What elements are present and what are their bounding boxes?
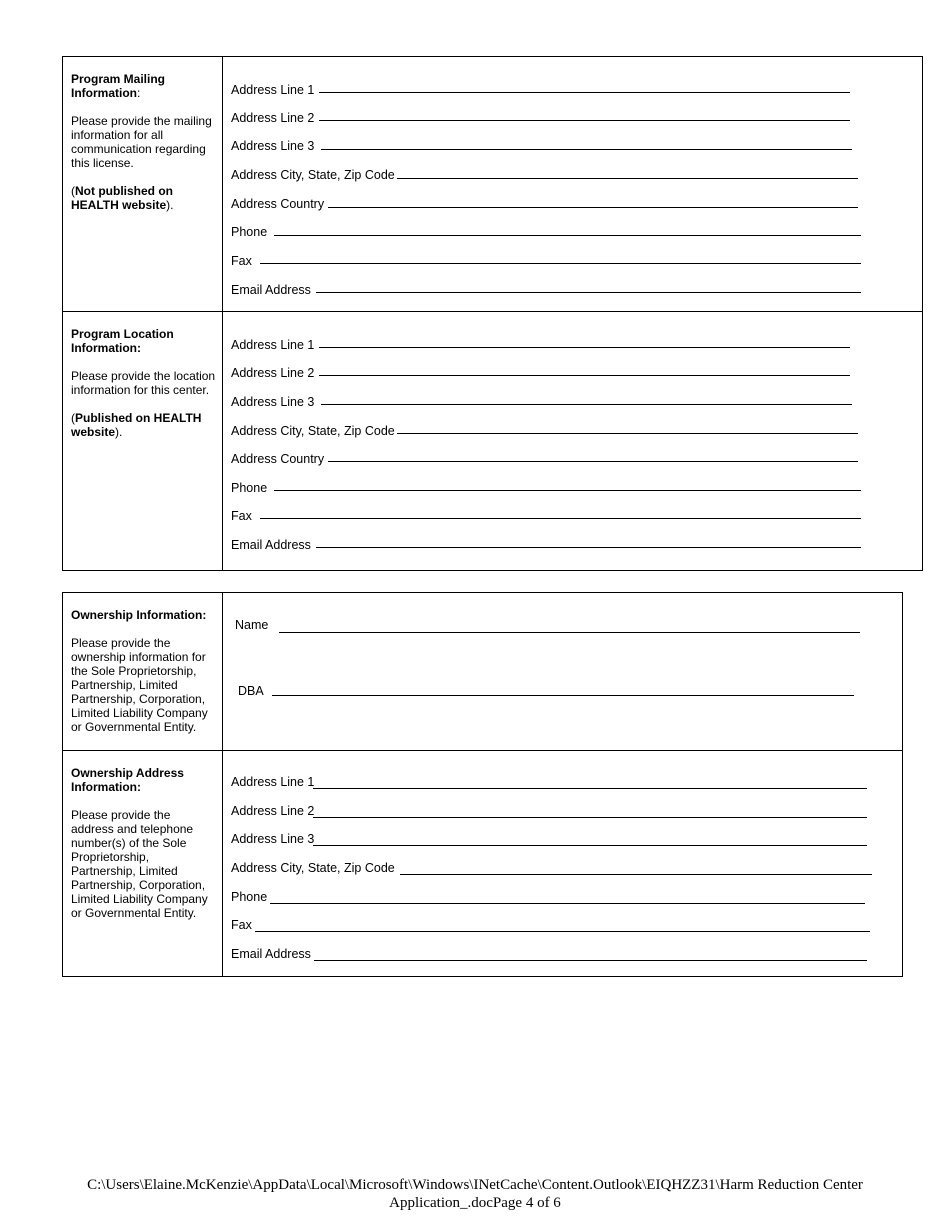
- ownership-table: [62, 592, 903, 977]
- location-city-state-zip-input[interactable]: [397, 433, 858, 434]
- ownership-description: Please provide the ownership information for the Sole Proprietorship, Partnership, Limited Partnership, Corporation, Limited Liability Company or Governmental Entity.: [71, 636, 208, 734]
- owner-phone-label: Phone: [231, 890, 268, 904]
- mailing-fax-label: Fax: [231, 254, 252, 268]
- location-section: [63, 311, 922, 570]
- owner-phone-input[interactable]: [270, 903, 865, 904]
- owner-address-line-1-label: Address Line 1: [231, 775, 315, 789]
- owner-name-input[interactable]: [279, 632, 860, 633]
- mailing-label-cell: Program Mailing Information: Please provide the mailing information for all communication regarding this license. (Not published on HEALTH website).: [63, 57, 223, 312]
- location-heading: Program Location Information:: [71, 327, 174, 355]
- footer-file-page: [0, 1194, 950, 1212]
- location-label-cell: [63, 312, 223, 570]
- ownership-address-label-cell: [63, 751, 223, 976]
- owner-fax-label: Fax: [231, 918, 252, 932]
- owner-address-line-2-label: Address Line 2: [231, 804, 315, 818]
- mailing-phone-label: Phone: [231, 225, 268, 239]
- owner-email-input[interactable]: [314, 960, 867, 961]
- location-fields: [223, 312, 922, 570]
- mailing-city-state-zip-input[interactable]: [397, 178, 858, 179]
- location-country-input[interactable]: [328, 461, 858, 462]
- mailing-fax-input[interactable]: [260, 263, 861, 264]
- location-country-label: Address Country: [231, 452, 325, 466]
- footer-filename: Application_.doc: [389, 1195, 493, 1211]
- mailing-phone-input[interactable]: [274, 235, 861, 236]
- location-email-label: Email Address: [231, 538, 311, 552]
- owner-fax-input[interactable]: [255, 931, 870, 932]
- ownership-address-fields: [223, 751, 902, 976]
- location-phone-input[interactable]: [274, 490, 861, 491]
- location-address-line-3-input[interactable]: [321, 404, 852, 405]
- mailing-heading: Program Mailing Information: [71, 72, 166, 100]
- mailing-address-line-2-input[interactable]: [319, 120, 850, 121]
- mailing-city-state-zip-label: Address City, State, Zip Code: [231, 168, 395, 182]
- location-address-line-3-label: Address Line 3: [231, 395, 315, 409]
- location-address-line-2-input[interactable]: [319, 375, 850, 376]
- location-fax-input[interactable]: [260, 518, 861, 519]
- footer-file-path: C:\Users\Elaine.McKenzie\AppData\Local\Microsoft\Windows\INetCache\Content.Outlook\EIQHZZ31\Harm Reduction Center: [87, 1177, 863, 1193]
- location-address-line-1-label: Address Line 1: [231, 338, 315, 352]
- mailing-email-input[interactable]: [316, 292, 861, 293]
- owner-address-line-2-input[interactable]: [313, 817, 867, 818]
- mailing-address-line-3-input[interactable]: [321, 149, 852, 150]
- mailing-note: (Not published on HEALTH website).: [71, 184, 174, 212]
- location-fax-label: Fax: [231, 509, 252, 523]
- ownership-address-description: Please provide the address and telephone number(s) of the Sole Proprietorship, Partnership, Limited Partnership, Corporation, Limited Liability Company or Governmental Entity.: [71, 808, 208, 920]
- ownership-address-section: [63, 750, 902, 976]
- owner-address-line-3-label: Address Line 3: [231, 832, 315, 846]
- mailing-country-label: Address Country: [231, 197, 325, 211]
- mailing-address-line-1-label: Address Line 1: [231, 83, 315, 97]
- ownership-address-heading: Ownership Address Information:: [71, 766, 184, 794]
- owner-address-line-1-input[interactable]: [313, 788, 867, 789]
- ownership-heading: Ownership Information:: [71, 608, 207, 622]
- mailing-description: Please provide the mailing information for all communication regarding this license.: [71, 114, 212, 170]
- location-note: (Published on HEALTH website).: [71, 411, 202, 439]
- mailing-address-line-2-label: Address Line 2: [231, 111, 315, 125]
- owner-address-line-3-input[interactable]: [313, 845, 867, 846]
- owner-email-label: Email Address: [231, 947, 311, 961]
- owner-city-state-zip-label: Address City, State, Zip Code: [231, 861, 395, 875]
- location-email-input[interactable]: [316, 547, 861, 548]
- page-footer: [0, 1176, 950, 1212]
- ownership-fields: [223, 593, 902, 751]
- location-address-line-1-input[interactable]: [319, 347, 850, 348]
- mailing-email-label: Email Address: [231, 283, 311, 297]
- ownership-section: [63, 593, 902, 751]
- mailing-section: [63, 57, 922, 312]
- footer-page-number: Page 4 of 6: [492, 1195, 561, 1211]
- dba-input[interactable]: [272, 695, 854, 696]
- location-city-state-zip-label: Address City, State, Zip Code: [231, 424, 395, 438]
- owner-name-label: Name: [235, 618, 269, 632]
- location-address-line-2-label: Address Line 2: [231, 366, 315, 380]
- owner-city-state-zip-input[interactable]: [400, 874, 872, 875]
- program-info-table: [62, 56, 923, 571]
- mailing-address-line-3-label: Address Line 3: [231, 139, 315, 153]
- location-description: Please provide the location information for this center.: [71, 369, 216, 397]
- dba-label: DBA: [238, 684, 264, 698]
- mailing-fields: [223, 57, 922, 312]
- ownership-label-cell: [63, 593, 223, 751]
- mailing-address-line-1-input[interactable]: [319, 92, 850, 93]
- location-phone-label: Phone: [231, 481, 268, 495]
- mailing-country-input[interactable]: [328, 207, 858, 208]
